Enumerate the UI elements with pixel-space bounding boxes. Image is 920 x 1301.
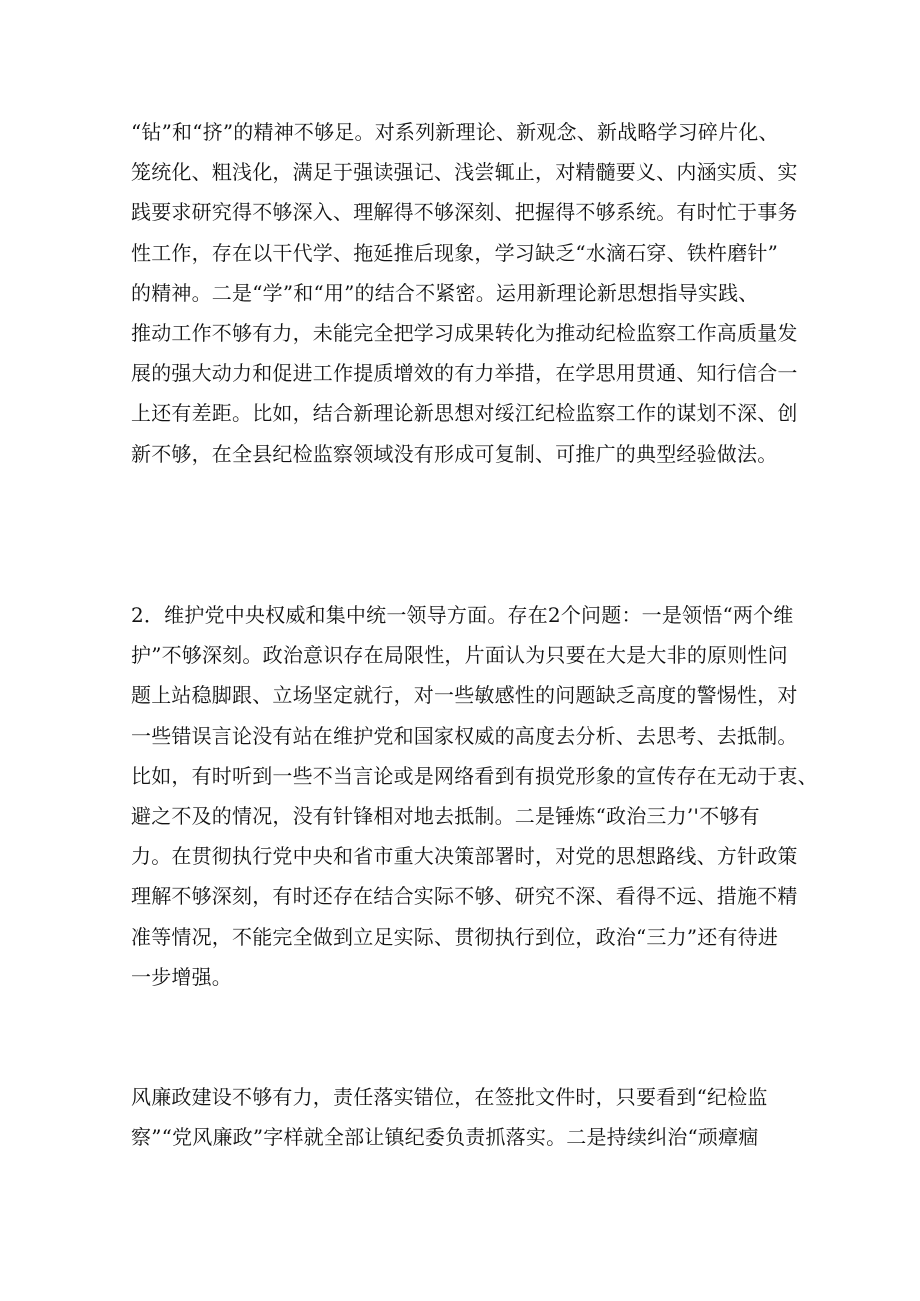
paragraph-section-2-party-authority bbox=[131, 595, 818, 997]
text-line: “钻”和“挤”的精神不够足。对系列新理论、新观念、新战略学习碎片化、 bbox=[131, 120, 779, 144]
text-line: 一步增强。 bbox=[131, 964, 232, 989]
text-line: 践要求研究得不够深入、理解得不够深刻、把握得不够系统。有时忙于事务 bbox=[131, 200, 798, 225]
text-line: 推动工作不够有力，未能完全把学习成果转化为推动纪检监察工作高质量发 bbox=[131, 321, 798, 346]
text-line: 察”“党风廉政”字样就全部让镇纪委负责抓落实。二是持续纠治“顽瘴痼 bbox=[131, 1125, 759, 1150]
text-line: 力。在贯彻执行党中央和省市重大决策部署时，对党的思想路线、方针政策 bbox=[131, 844, 798, 869]
text-line: 新不够，在全县纪检监察领域没有形成可复制、可推广的典型经验做法。 bbox=[131, 441, 778, 466]
text-line: 理解不够深刻，有时还存在结合实际不够、研究不深、看得不远、措施不精 bbox=[131, 884, 798, 909]
text-line: 题上站稳脚跟、立场坚定就行，对一些敏感性的问题缺乏高度的警惕性，对 bbox=[131, 683, 798, 708]
text-line: 2．维护党中央权威和集中统一领导方面。存在2个问题：一是领悟“两个维 bbox=[131, 603, 794, 627]
text-line: 准等情况，不能完全做到立足实际、贯彻执行到位，政治“三力”还有待进 bbox=[131, 924, 779, 949]
paragraph-study-shortcomings bbox=[131, 112, 801, 474]
text-line: 笼统化、粗浅化，满足于强读强记、浅尝辄止，对精髓要义、内涵实质、实 bbox=[131, 160, 798, 185]
text-line: 护”不够深刻。政治意识存在局限性，片面认为只要在大是大非的原则性问 bbox=[131, 643, 788, 668]
paragraph-clean-governance bbox=[131, 1077, 801, 1157]
text-line: 展的强大动力和促进工作提质增效的有力举措，在学思用贯通、知行信合一 bbox=[131, 361, 798, 386]
text-line: 的精神。二是“学”和“用”的结合不紧密。运用新理论新思想指导实践、 bbox=[131, 280, 759, 305]
text-line: 上还有差距。比如，结合新理论新思想对绥江纪检监察工作的谋划不深、创 bbox=[131, 401, 798, 426]
text-line: 性工作，存在以干代学、拖延推后现象，学习缺乏“水滴石穿、铁杵磨针” bbox=[131, 240, 779, 265]
text-line: 避之不及的情况，没有针锋相对地去抵制。二是锤炼“政治三力’'不够有 bbox=[131, 804, 760, 829]
text-line: 风廉政建设不够有力，责任落实错位，在签批文件时，只要看到“纪检监 bbox=[131, 1085, 768, 1109]
text-line: 比如，有时听到一些不当言论或是网络看到有损党形象的宣传存在无动于衷、 bbox=[131, 763, 818, 788]
text-line: 一些错误言论没有站在维护党和国家权威的高度去分析、去思考、去抵制。 bbox=[131, 723, 798, 748]
